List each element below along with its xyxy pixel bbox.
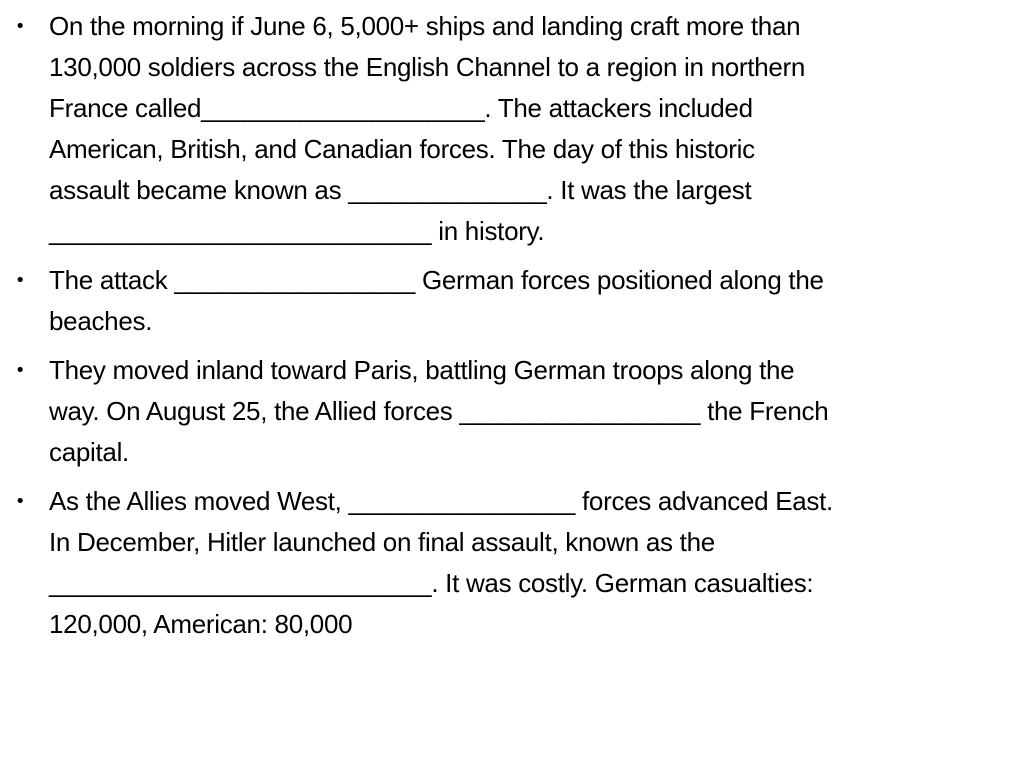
bullet-dot-icon: • [14, 16, 26, 37]
bullet-dot-icon: • [14, 270, 26, 291]
bullet-text-line: capital. [49, 437, 129, 467]
bullet-list [0, 6, 1024, 653]
bullet-text-line: assault became known as ______________. It was the largest [49, 175, 752, 205]
bullet-text-line: In December, Hitler launched on final assault, known as the [49, 527, 715, 557]
bullet-text-line: way. On August 25, the Allied forces _________________ the French [49, 396, 829, 426]
bullet-item-normandy [0, 6, 1024, 252]
bullet-text-line: American, British, and Canadian forces. The day of this historic [49, 134, 755, 164]
bullet-text-line: France called____________________. The attackers included [49, 93, 753, 123]
bullet-text-line: 130,000 soldiers across the English Channel to a region in northern [49, 52, 806, 82]
bullet-item-attack [0, 260, 1024, 342]
bullet-text-line: The attack _________________ German forces positioned along the [49, 265, 824, 295]
bullet-text-line: They moved inland toward Paris, battling German troops along the [49, 355, 795, 385]
bullet-text-line: 120,000, American: 80,000 [49, 609, 353, 639]
bullet-text-line: ___________________________ in history. [49, 216, 545, 246]
bullet-text-line: As the Allies moved West, ________________ forces advanced East. [49, 486, 833, 516]
bullet-item-paris [0, 350, 1024, 473]
bullet-dot-icon: • [14, 491, 26, 512]
bullet-dot-icon: • [14, 360, 26, 381]
bullet-text-line: ___________________________. It was costly. German casualties: [49, 568, 814, 598]
bullet-text-line: On the morning if June 6, 5,000+ ships and landing craft more than [49, 11, 801, 41]
bullet-text-line: beaches. [49, 306, 153, 336]
bullet-item-final-assault [0, 481, 1024, 645]
